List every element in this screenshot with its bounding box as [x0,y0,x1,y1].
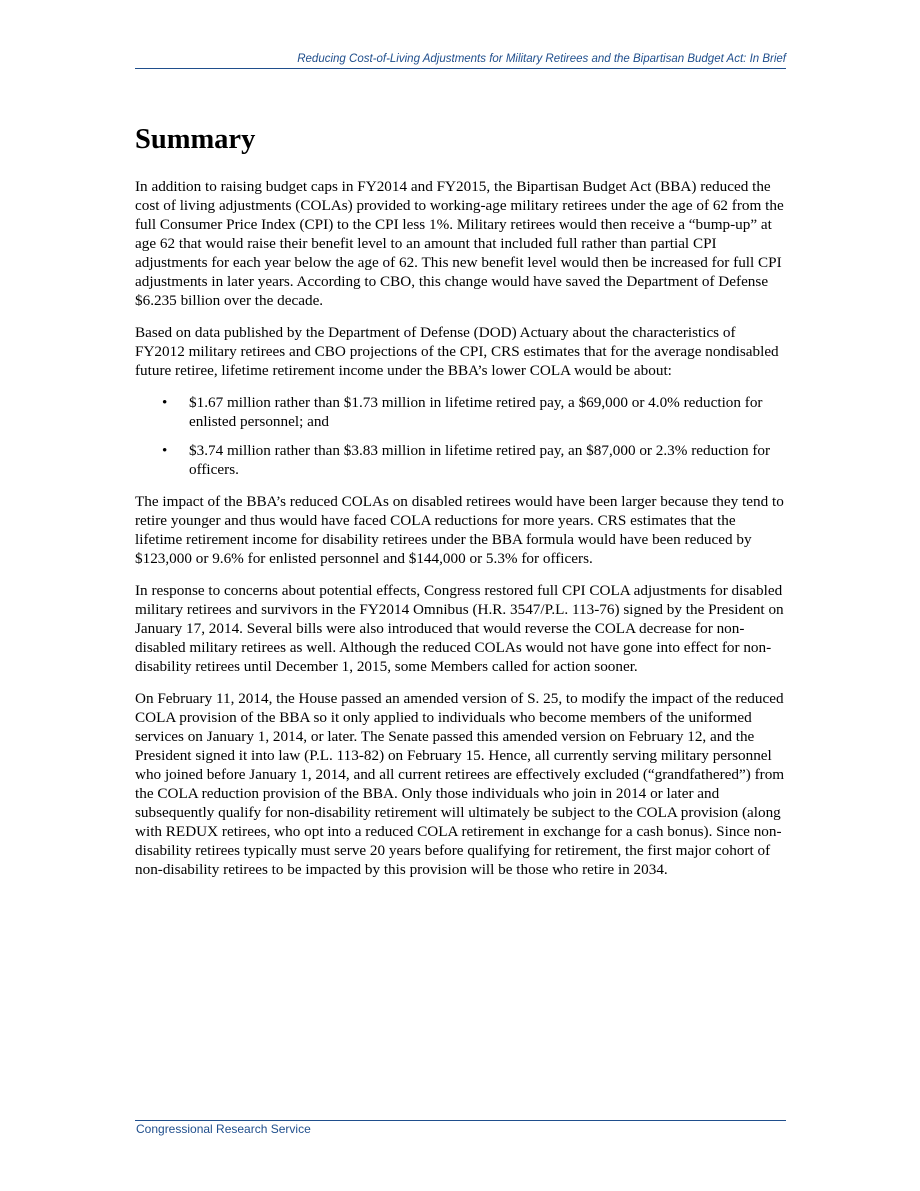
summary-body [135,177,786,892]
header-divider [135,68,786,69]
paragraph-s25-law: On February 11, 2014, the House passed an amended version of S. 25, to modify the impact of the reduced COLA provision of the BBA so it only applied to individuals who become members of the uniformed services on January 1, 2014, or later. The Senate passed this amended version on February 12, and the President signed it into law (P.L. 113-82) on February 15. Hence, all currently serving military personnel who joined before January 1, 2014, and all current retirees are effectively excluded (“grandfathered”) from the COLA reduction provision of the BBA. Only those individuals who join in 2014 or later and subsequently qualify for non-disability retirement will ultimately be subject to the COLA provision (along with REDUX retirees, who opt into a reduced COLA retirement in exchange for a cash bonus). Since non-disability retirees typically must serve 20 years before qualifying for retirement, the first major cohort of non-disability retirees to be impacted by this provision will be those who retire in 2034. [135,690,785,878]
paragraph-crs-estimates: Based on data published by the Department of Defense (DOD) Actuary about the characteristics of FY2012 military retirees and CBO projections of the CPI, CRS estimates that for the average nondisabled future retiree, lifetime retirement income under the BBA’s lower COLA would be about: [135,324,779,379]
running-header-title: Reducing Cost-of-Living Adjustments for Military Retirees and the Bipartisan Budget Act: In Brief [297,53,786,65]
footer-divider [135,1120,786,1121]
bullet-icon: • [162,394,168,411]
bullet-text-officers: $3.74 million rather than $3.83 million in lifetime retired pay, an $87,000 or 2.3% reduction for officers. [189,442,771,478]
section-title: Summary [135,124,256,155]
paragraph-bba-overview: In addition to raising budget caps in FY2014 and FY2015, the Bipartisan Budget Act (BBA) reduced the cost of living adjustments (COLAs) provided to working-age military retirees under the age of 62 from the full Consumer Price Index (CPI) to the CPI less 1%. Military retirees would then receive a “bump-up” at age 62 that would raise their benefit level to an amount that included full rather than partial CPI adjustments for each year below the age of 62. This new benefit level would then be increased for full CPI adjustments in later years. According to CBO, this change would have saved the Department of Defense $6.235 billion over the decade. [135,178,784,309]
footer-organization: Congressional Research Service [136,1122,311,1136]
paragraph-congress-response: In response to concerns about potential effects, Congress restored full CPI COLA adjustments for disabled military retirees and survivors in the FY2014 Omnibus (H.R. 3547/P.L. 113-76) signed by the President on January 17, 2014. Several bills were also introduced that would reverse the COLA decrease for non-disabled military retirees as well. Although the reduced COLAs would not have gone into effect for non-disability retirees until December 1, 2015, some Members called for action sooner. [135,582,784,675]
bullet-item-enlisted [135,393,786,431]
bullet-text-enlisted: $1.67 million rather than $1.73 million in lifetime retired pay, a $69,000 or 4.0% reduction for enlisted personnel; and [189,394,763,430]
bullet-icon: • [162,442,168,459]
bullet-list [135,393,786,479]
paragraph-disabled-impact: The impact of the BBA’s reduced COLAs on disabled retirees would have been larger because they tend to retire younger and thus would have faced COLA reductions for more years. CRS estimates that the lifetime retirement income for disability retirees under the BBA formula would have been reduced by $123,000 or 9.6% for enlisted personnel and $144,000 or 5.3% for officers. [135,493,784,567]
bullet-item-officers [135,441,786,479]
